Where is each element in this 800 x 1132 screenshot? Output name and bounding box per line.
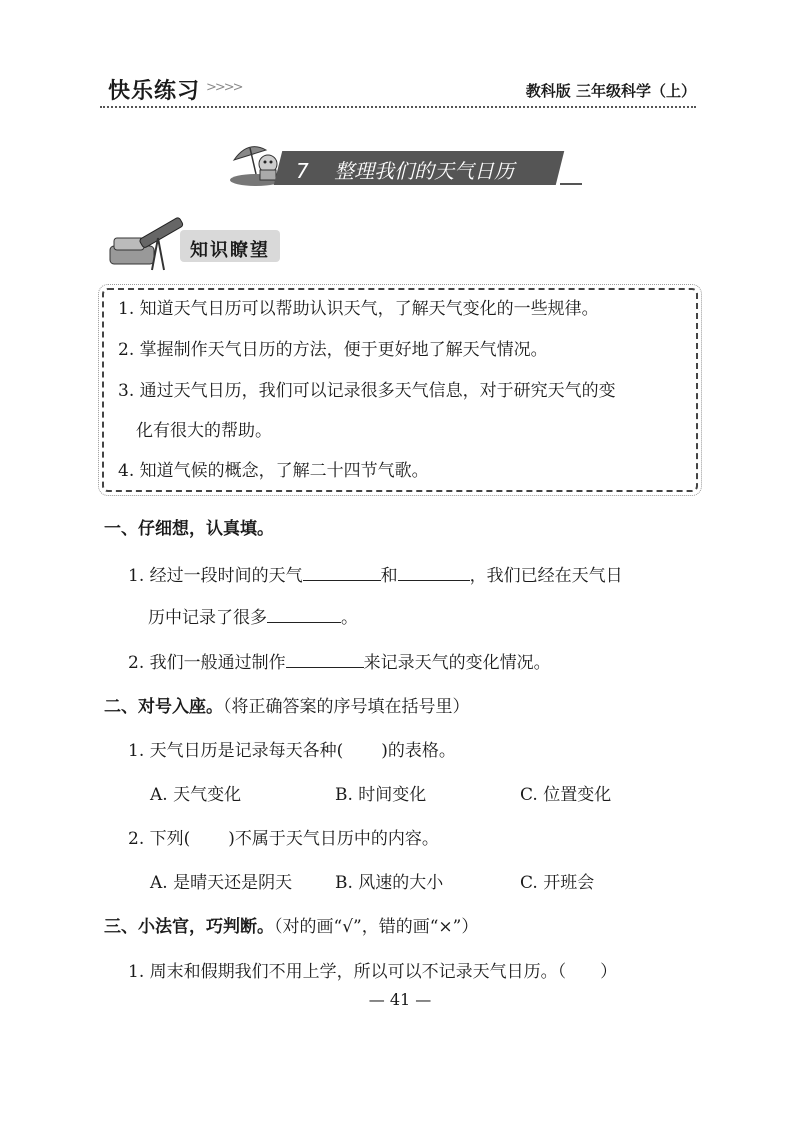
section2-heading: 二、对号入座。 [104, 697, 223, 717]
knowledge-item: 化有很大的帮助。 [136, 421, 272, 441]
section3-note: （对的画“√”，错的画“×”） [274, 917, 479, 937]
knowledge-item: 3. 通过天气日历，我们可以记录很多天气信息，对于研究天气的变 [118, 381, 616, 401]
option-b: B. 风速的大小 [335, 873, 444, 893]
question-text: 2. 下列( [128, 829, 191, 849]
answer-blank[interactable] [398, 566, 470, 581]
answer-blank[interactable] [267, 608, 341, 623]
banner-underline [560, 183, 582, 185]
choice-question-1 [128, 736, 456, 761]
choice-question-2 [128, 824, 439, 849]
fill-question-1 [128, 561, 623, 586]
knowledge-heading: 知识瞭望 [190, 240, 270, 261]
question-text: 1. 经过一段时间的天气 [128, 566, 303, 586]
header-divider [100, 106, 696, 108]
answer-blank[interactable] [303, 566, 381, 581]
knowledge-item: 1. 知道天气日历可以帮助认识天气，了解天气变化的一些规律。 [118, 299, 599, 319]
section1-heading: 一、仔细想，认真填。 [104, 519, 274, 539]
fill-question-1-cont [148, 603, 358, 628]
option-a: A. 是晴天还是阴天 [150, 873, 293, 893]
fill-question-2 [128, 648, 551, 673]
chapter-number: 7 [296, 159, 309, 183]
page-number: — 41 — [368, 990, 432, 1009]
question-text: 历中记录了很多 [148, 608, 267, 628]
option-a: A. 天气变化 [150, 785, 242, 805]
section3-heading: 三、小法官，巧判断。 [104, 917, 274, 937]
arrows-decoration: >>>> [206, 80, 242, 95]
question-text: )不属于天气日历中的内容。 [228, 829, 439, 849]
answer-blank[interactable] [286, 653, 364, 668]
section3-heading-line [104, 912, 478, 937]
option-c: C. 位置变化 [520, 785, 612, 805]
question-text: 2. 我们一般通过制作 [128, 653, 286, 673]
judge-question-1[interactable]: 1. 周末和假期我们不用上学，所以可以不记录天气日历。（ ） [128, 962, 618, 982]
question-text: )的表格。 [381, 741, 456, 761]
question-text: 。 [341, 608, 358, 628]
telescope-icon [104, 208, 192, 272]
knowledge-item: 4. 知道气候的概念，了解二十四节气歌。 [118, 461, 429, 481]
option-c: C. 开班会 [520, 873, 595, 893]
knowledge-item: 2. 掌握制作天气日历的方法，便于更好地了解天气情况。 [118, 340, 548, 360]
section2-note: （将正确答案的序号填在括号里） [223, 697, 470, 717]
question-text: 和 [380, 566, 398, 586]
series-title: 快乐练习 [108, 79, 201, 104]
chapter-title [296, 155, 514, 184]
question-text: ，我们已经在天气日 [469, 566, 623, 586]
question-text: 1. 天气日历是记录每天各种( [128, 741, 344, 761]
section2-heading-line [104, 692, 470, 717]
edition-label: 教科版 三年级科学（上） [525, 82, 696, 100]
option-b: B. 时间变化 [335, 785, 427, 805]
chapter-name: 整理我们的天气日历 [334, 159, 515, 183]
question-text: 来记录天气的变化情况。 [363, 653, 551, 673]
